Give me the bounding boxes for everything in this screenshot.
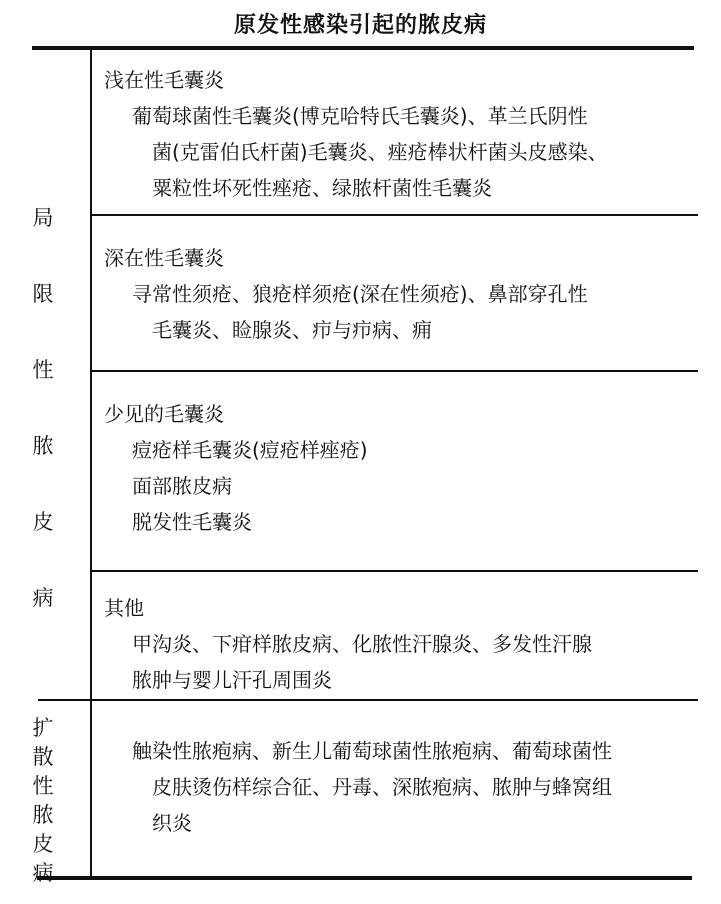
entry-line: 葡萄球菌性毛囊炎(博克哈特氏毛囊炎)、革兰氏阴性 xyxy=(132,104,588,128)
group-label-char: 扩 xyxy=(32,716,54,740)
group-label-char: 限 xyxy=(32,282,54,306)
entry-line: 菌(克雷伯氏杆菌)毛囊炎、痤疮棒状杆菌头皮感染、 xyxy=(152,140,608,164)
group-label-char: 脓 xyxy=(32,434,54,458)
entry-line: 粟粒性坏死性痤疮、绿脓杆菌性毛囊炎 xyxy=(152,176,492,200)
group-label-char: 皮 xyxy=(32,510,54,534)
entry-line: 脱发性毛囊炎 xyxy=(132,510,252,534)
group-label-localized xyxy=(20,180,66,636)
top-rule xyxy=(32,46,694,50)
entry-line: 织炎 xyxy=(152,811,192,835)
section-heading: 其他 xyxy=(104,596,144,620)
group-label-spreading xyxy=(20,714,66,888)
section-heading: 浅在性毛囊炎 xyxy=(104,68,224,92)
group-label-char: 皮 xyxy=(32,832,54,856)
entry-line: 毛囊炎、睑腺炎、疖与疖病、痈 xyxy=(152,318,432,342)
entry-line: 触染性脓疱病、新生儿葡萄球菌性脓疱病、葡萄球菌性 xyxy=(132,739,612,763)
section-spreading-pyoderma xyxy=(104,733,704,841)
section-heading: 深在性毛囊炎 xyxy=(104,246,224,270)
section-other xyxy=(104,590,704,698)
column-divider xyxy=(90,50,92,876)
bottom-rule xyxy=(37,876,692,880)
entry-line: 甲沟炎、下疳样脓皮病、化脓性汗腺炎、多发性汗腺 xyxy=(132,632,592,656)
group-label-char: 病 xyxy=(32,586,54,610)
row-divider xyxy=(92,570,698,572)
group-label-char: 散 xyxy=(32,745,54,769)
group-divider xyxy=(38,699,698,701)
entry-line: 痘疮样毛囊炎(痘疮样痤疮) xyxy=(132,438,368,462)
row-divider xyxy=(92,214,698,216)
group-label-char: 性 xyxy=(32,774,54,798)
row-divider xyxy=(92,370,698,372)
group-label-char: 脓 xyxy=(32,803,54,827)
group-label-char: 病 xyxy=(32,861,54,885)
group-label-char: 局 xyxy=(32,206,54,230)
group-label-char: 性 xyxy=(32,358,54,382)
section-uncommon-folliculitis xyxy=(104,396,704,540)
table-title: 原发性感染引起的脓皮病 xyxy=(233,13,487,38)
section-heading: 少见的毛囊炎 xyxy=(104,402,224,426)
entry-line: 皮肤烫伤样综合征、丹毒、深脓疱病、脓肿与蜂窝组 xyxy=(152,775,612,799)
entry-line: 寻常性须疮、狼疮样须疮(深在性须疮)、鼻部穿孔性 xyxy=(132,282,588,306)
section-superficial-folliculitis xyxy=(104,62,704,206)
section-deep-folliculitis xyxy=(104,240,704,348)
entry-line: 面部脓皮病 xyxy=(132,474,232,498)
entry-line: 脓肿与婴儿汗孔周围炎 xyxy=(132,668,332,692)
